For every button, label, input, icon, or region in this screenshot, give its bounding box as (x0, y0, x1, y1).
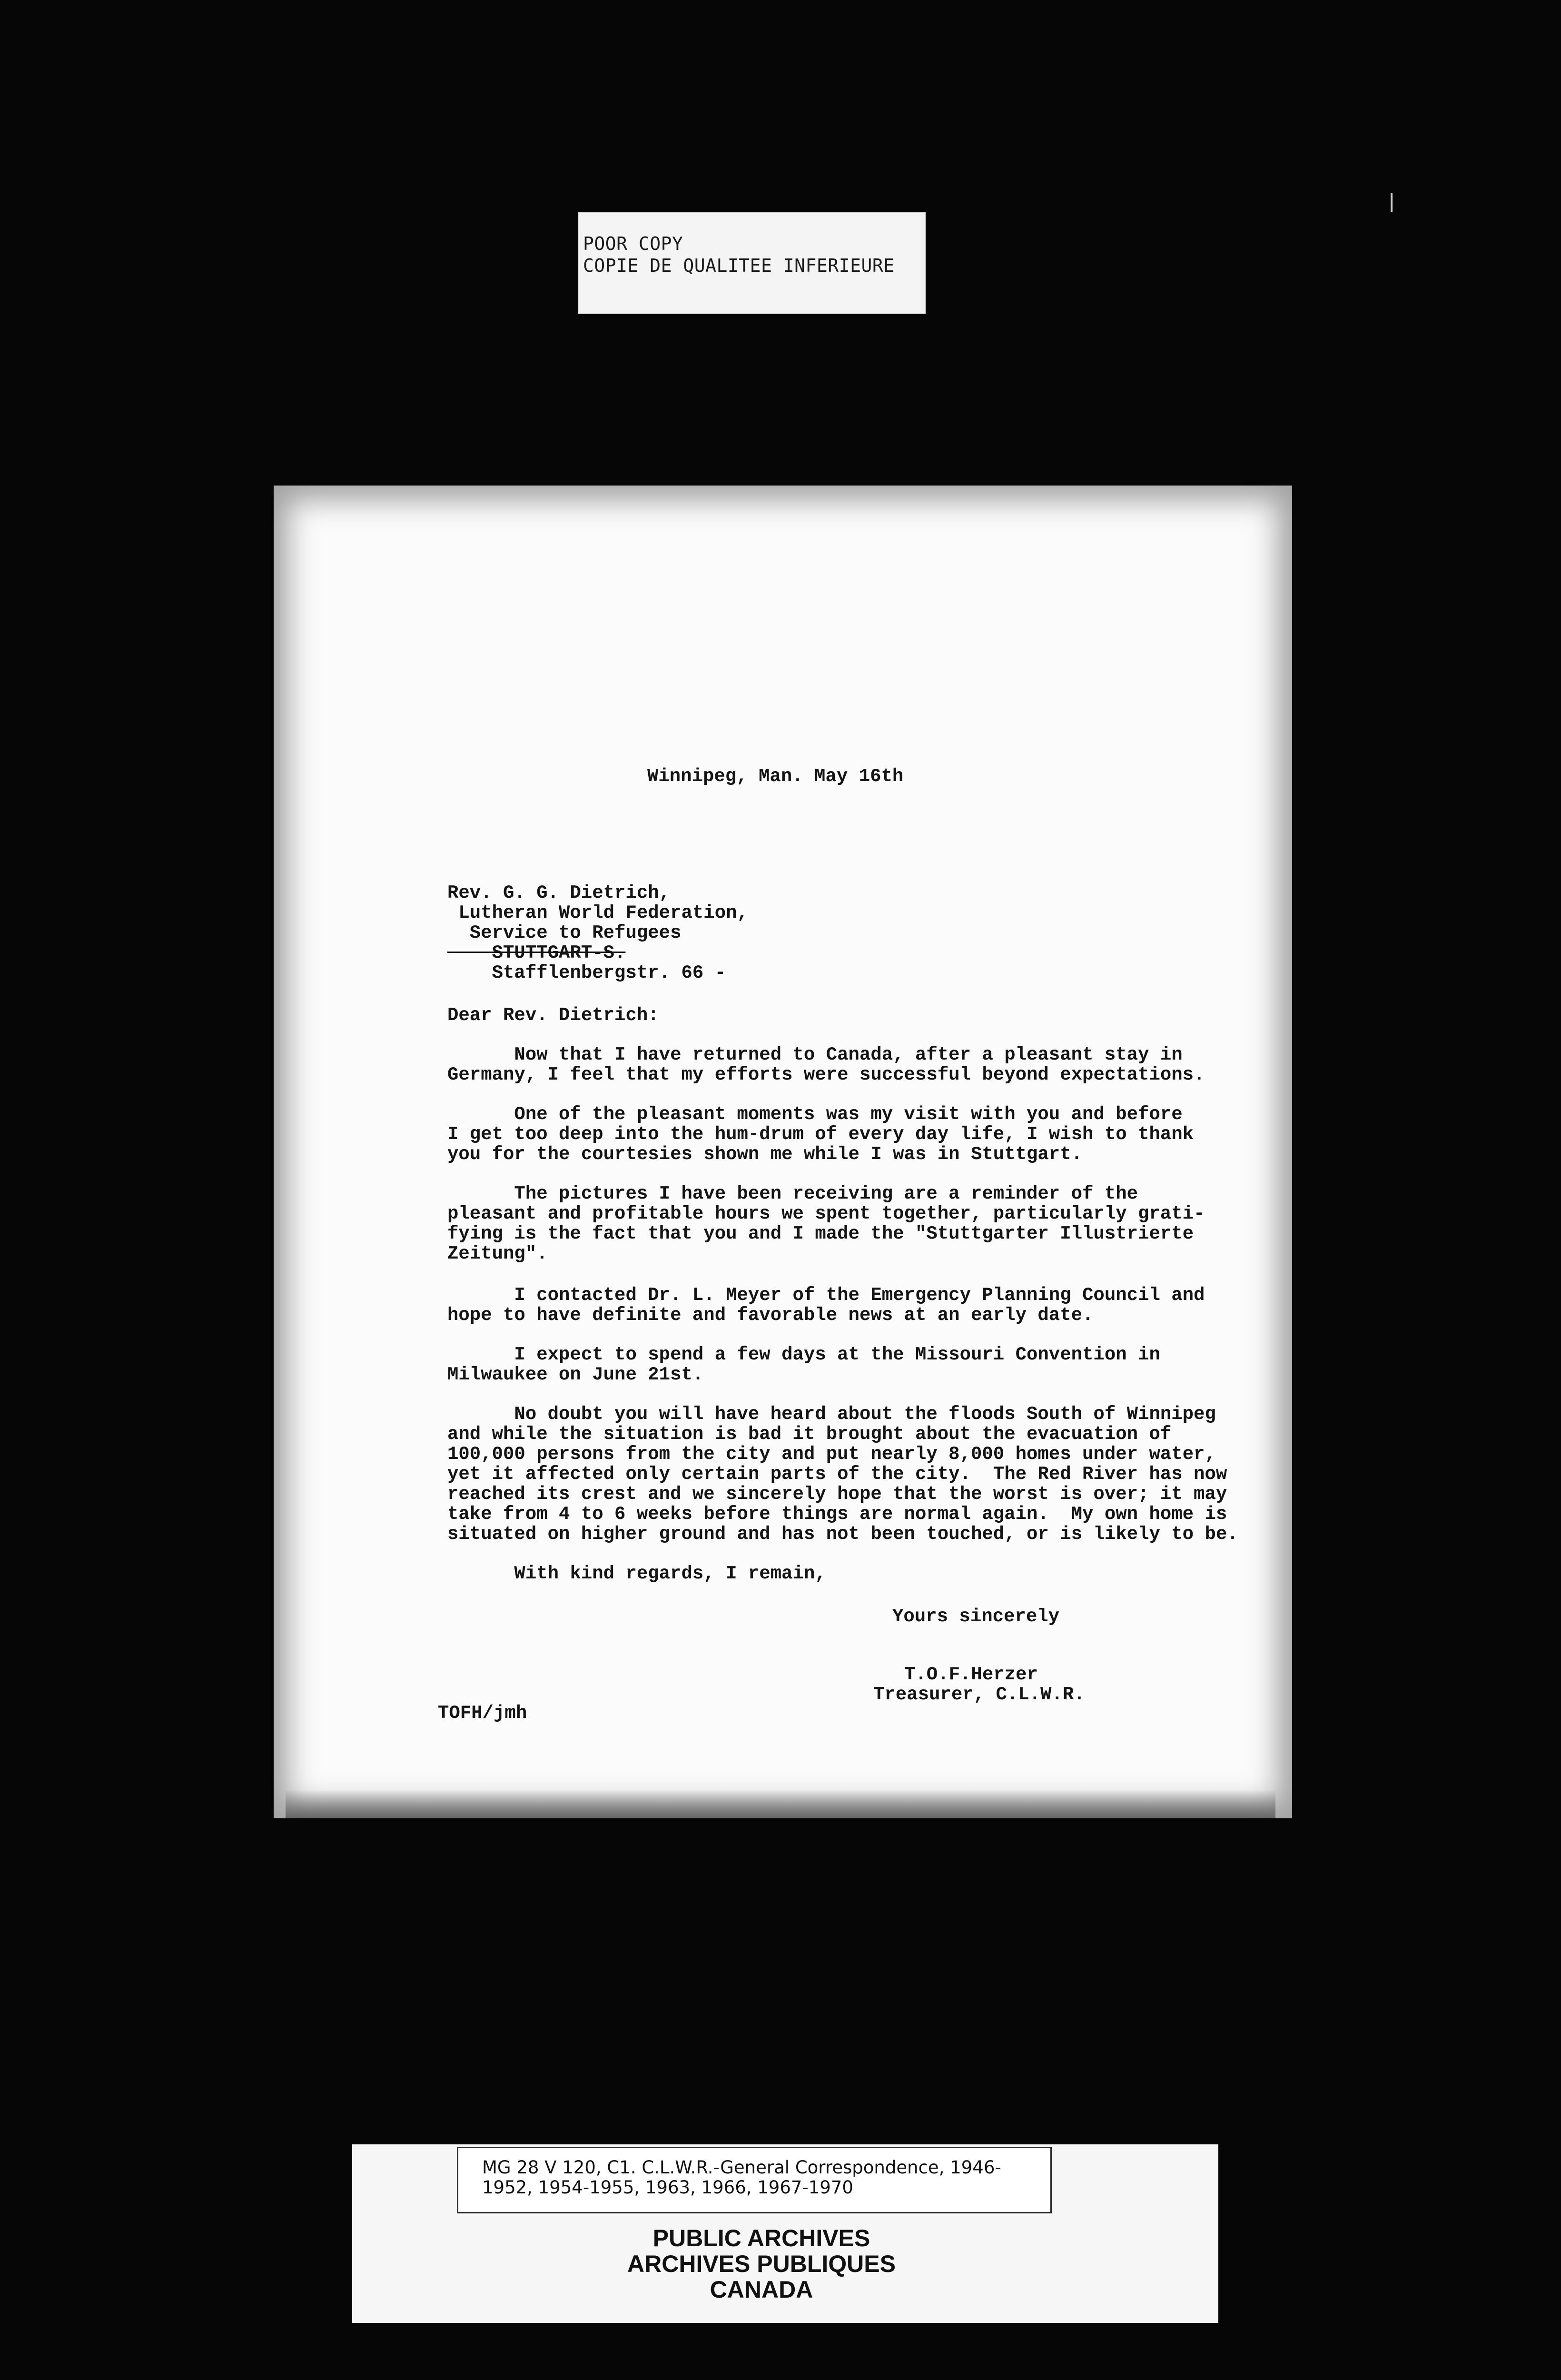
letter-line: Germany, I feel that my efforts were successful beyond expectations. (447, 1064, 1205, 1085)
letter-line: yet it affected only certain parts of the city. The Red River has now (447, 1464, 1227, 1485)
letter-line: and while the situation is bad it brought about the evacuation of (447, 1424, 1172, 1445)
letter-line: hope to have definite and favorable news at an early date. (447, 1305, 1094, 1326)
page-bottom-shadow (286, 1790, 1275, 1818)
letter-initials: TOFH/jmh (438, 1703, 527, 1724)
letter-line: One of the pleasant moments was my visit with you and before (447, 1104, 1183, 1125)
public-archives-stamp (547, 2225, 976, 2302)
stamp-line: PUBLIC ARCHIVES (652, 2225, 870, 2251)
archive-citation-line: 1952, 1954-1955, 1963, 1966, 1967-1970 (482, 2177, 853, 2198)
letter-line: I expect to spend a few days at the Missouri Convention in (447, 1344, 1160, 1365)
letter-line: Now that I have returned to Canada, after a pleasant stay in (447, 1044, 1183, 1065)
letter-line: I get too deep into the hum-drum of every day life, I wish to thank (447, 1124, 1194, 1145)
letter-line: take from 4 to 6 weeks before things are normal again. My own home is (447, 1504, 1227, 1525)
letter-line: Zeitung". (447, 1243, 548, 1264)
poor-copy-label-french: COPIE DE QUALITEE INFERIEURE (583, 255, 895, 276)
letter-signature-title: Treasurer, C.L.W.R. (873, 1684, 1085, 1705)
stamp-line: CANADA (710, 2276, 813, 2303)
letter-line: Milwaukee on June 21st. (447, 1364, 704, 1385)
letter-line: I contacted Dr. L. Meyer of the Emergency Planning Council and (447, 1285, 1205, 1306)
letter-address-line: Stafflenbergstr. 66 - (447, 962, 726, 983)
letter-line: you for the courtesies shown me while I was in Stuttgart. (447, 1144, 1083, 1165)
letter-line: pleasant and profitable hours we spent together, particularly grati- (447, 1203, 1205, 1224)
letter-address-line: Rev. G. G. Dietrich, (447, 883, 671, 903)
letter-line: fying is the fact that you and I made the "Stuttgarter Illustrierte (447, 1223, 1194, 1244)
poor-copy-label (578, 212, 926, 314)
letter-line: The pictures I have been receiving are a reminder of the (447, 1183, 1138, 1204)
letter-signature-name: T.O.F.Herzer (904, 1664, 1038, 1685)
letter-line: With kind regards, I remain, (447, 1563, 826, 1584)
film-scratch (1391, 193, 1393, 212)
letter-line: situated on higher ground and has not been touched, or is likely to be. (447, 1524, 1238, 1545)
poor-copy-label-english: POOR COPY (583, 233, 683, 254)
letter-salutation: Dear Rev. Dietrich: (447, 1005, 659, 1026)
letter-place-date: Winnipeg, Man. May 16th (647, 766, 904, 787)
letter-line: 100,000 persons from the city and put nearly 8,000 homes under water, (447, 1444, 1216, 1465)
letter-closing: Yours sincerely (892, 1606, 1060, 1627)
archive-citation-line: MG 28 V 120, C1. C.L.W.R.-General Correspondence, 1946- (482, 2157, 1001, 2178)
letter-address-line: Service to Refugees (447, 922, 682, 943)
archive-citation (457, 2147, 1052, 2213)
letter-line: No doubt you will have heard about the floods South of Winnipeg (447, 1404, 1216, 1425)
letter-line: reached its crest and we sincerely hope that the worst is over; it may (447, 1484, 1227, 1505)
letter-address-line: STUTTGART-S. (447, 942, 626, 963)
letter-address-line: Lutheran World Federation, (447, 902, 748, 923)
stamp-line: ARCHIVES PUBLIQUES (627, 2251, 896, 2277)
